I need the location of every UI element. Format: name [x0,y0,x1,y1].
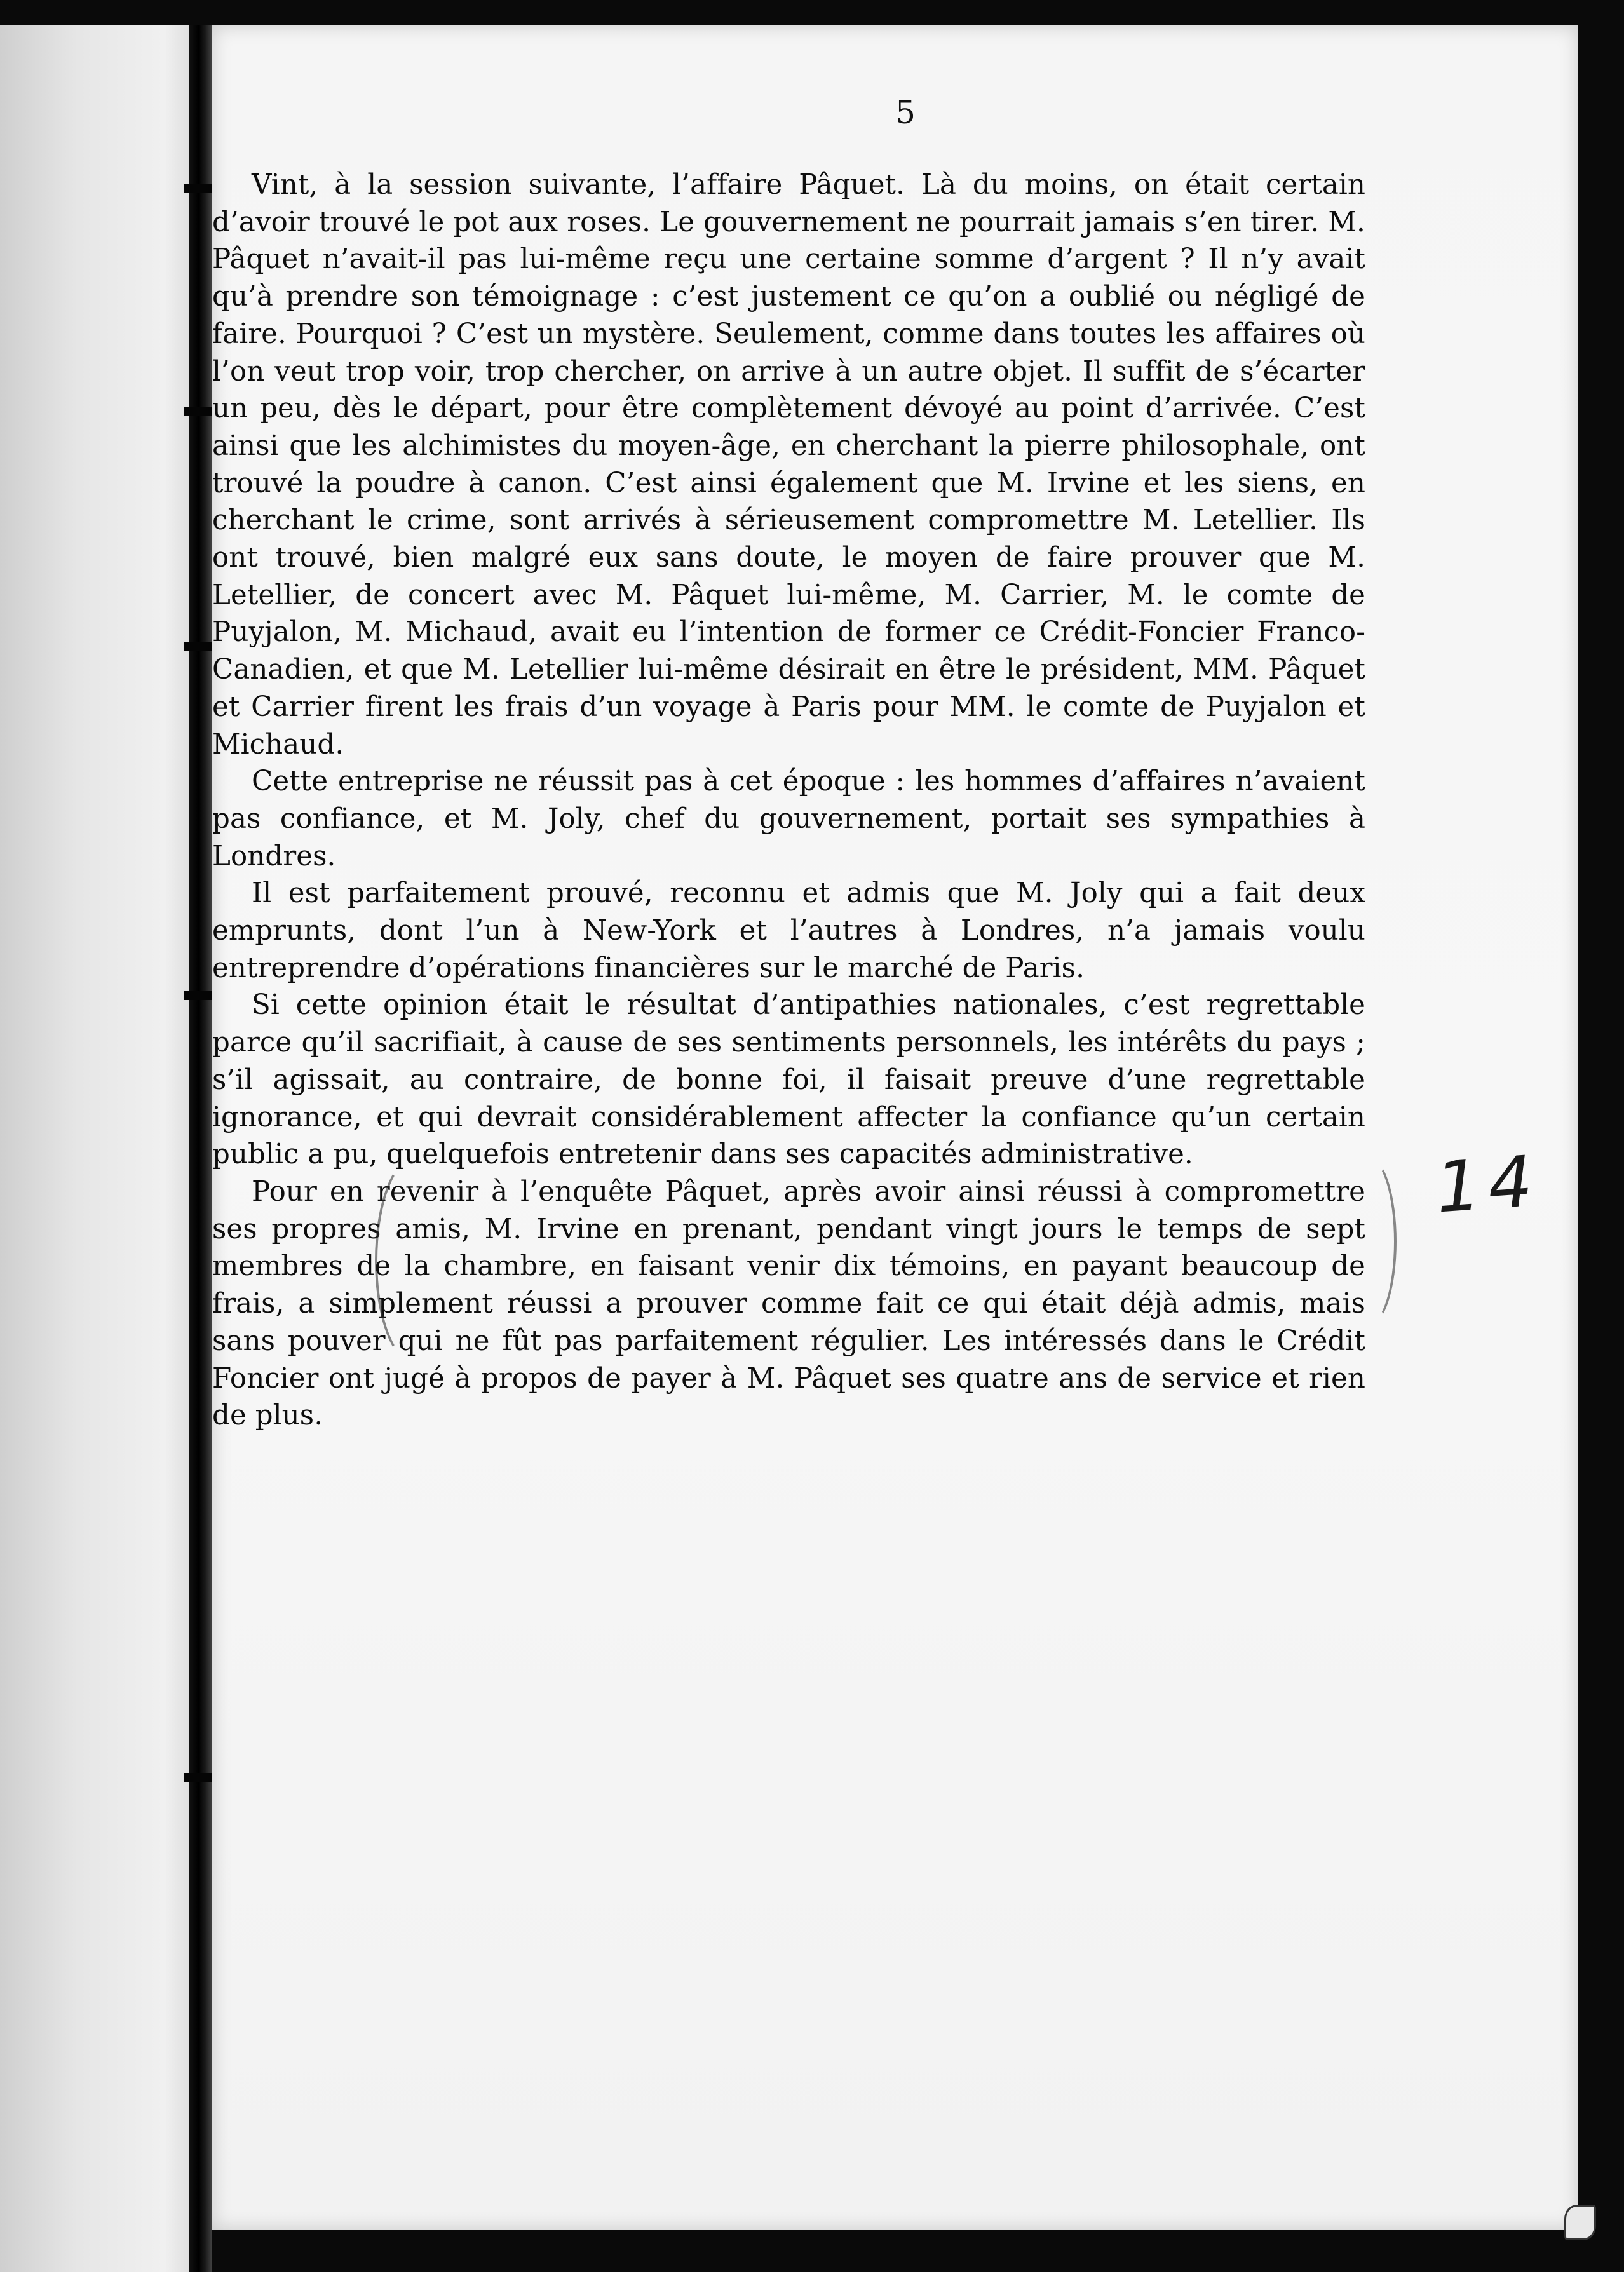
paragraph: Si cette opinion était le résultat d’antipathies nationales, c’est regrettable parce qu’il sacrifiait, à cause de ses sentiments personnels, les intérêts du pays ; s’il agissait, au contraire, de bonne foi, il faisait preuve d’une regrettable ignorance, et qui devrait considérablement affecter la confiance qu’un certain public a pu, quelquefois entretenir dans ses capacités administrative. [212,989,1365,1171]
scan-border-right [1578,0,1624,2272]
page-corner-curl [1564,2205,1596,2240]
handwritten-margin-note: 14 [1433,1140,1543,1229]
handwritten-bracket-left [375,1156,456,1365]
handwritten-bracket-right [1341,1156,1397,1327]
paragraph: Cette entreprise ne réussit pas à cet époque : les hommes d’affaires n’avaient pas confiance, et M. Joly, chef du gouvernement, portait ses sympathies à Londres. [212,766,1365,872]
page-number: 5 [895,94,916,131]
paragraph: Il est parfaitement prouvé, reconnu et admis que M. Joly qui a fait deux emprunts, dont l’un à New-York et l’autres à Londres, n’a jamais voulu entreprendre d’opérations financières sur le marché de Paris. [212,877,1365,984]
facing-page-edge [0,25,194,2272]
scan-border-bottom [212,2230,1578,2272]
paragraph: Pour en revenir à l’enquête Pâquet, après avoir ainsi réussi à compromettre ses propres amis, M. Irvine en prenant, pendant vingt jours le temps de sept membres de la chambre, en faisant venir dix témoins, en payant beaucoup de frais, a simplement réussi a prouver comme fait ce qui était déjà admis, mais sans pouver qui ne fût pas parfaitement régulier. Les intéressés dans le Crédit Foncier ont jugé à propos de payer à M. Pâquet ses quatre ans de service et rien de plus. [212,1175,1365,1432]
book-spine [189,25,212,2272]
paragraph: Vint, à la session suivante, l’affaire Pâquet. Là du moins, on était certain d’avoir trouvé le pot aux roses. Le gouvernement ne pourrait jamais s’en tirer. M. Pâquet n’avait-il pas lui-même reçu une certaine somme d’argent ? Il n’y avait qu’à prendre son témoignage : c’est justement ce qu’on a oublié ou négligé de faire. Pourquoi ? C’est un mystère. Seulement, comme dans toutes les affaires où l’on veut trop voir, trop chercher, on arrive à un autre objet. Il suffit de s’écarter un peu, dès le départ, pour être complètement dévoyé au point d’arrivée. C’est ainsi que les alchimistes du moyen-âge, en cherchant la pierre philosophale, ont trouvé la poudre à canon. C’est ainsi également que M. Irvine et les siens, en cherchant le crime, sont arrivés à sérieusement compromettre M. Letellier. Ils ont trouvé, bien malgré eux sans doute, le moyen de faire prouver que M. Letellier, de concert avec M. Pâquet lui-même, M. Carrier, M. le comte de Puyjalon, M. Michaud, avait eu l’intention de former ce Crédit-Foncier Franco-Canadien, et que M. Letellier lui-même désirait en être le président, MM. Pâquet et Carrier firent les frais d’un voyage à Paris pour MM. le comte de Puyjalon et Michaud. [212,169,1365,761]
